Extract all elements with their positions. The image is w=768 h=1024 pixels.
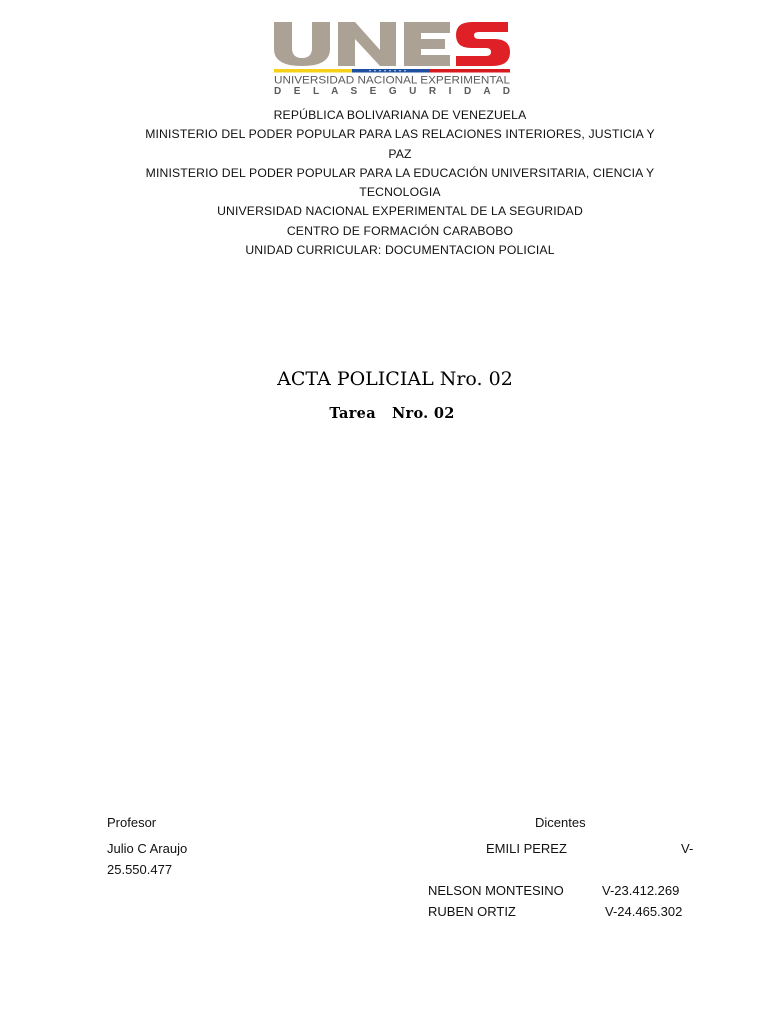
header-line: PAZ: [388, 146, 412, 161]
header-line: TECNOLOGIA: [359, 185, 441, 200]
profesor-label: Profesor: [107, 815, 157, 830]
header-line: MINISTERIO DEL PODER POPULAR PARA LAS RELACIONES INTERIORES, JUSTICIA Y: [145, 127, 655, 142]
dicente-name: EMILI PEREZ: [486, 841, 567, 856]
header-line: CENTRO DE FORMACIÓN CARABOBO: [286, 223, 514, 238]
dicente-name: RUBEN ORTIZ: [428, 904, 516, 919]
profesor-id: 25.550.477: [107, 862, 173, 877]
document-title: ACTA POLICIAL Nro. 02: [277, 368, 513, 390]
dicente-id: V-: [681, 841, 694, 856]
profesor-name: Julio C Araujo: [107, 841, 188, 856]
unes-logo: [272, 18, 512, 96]
header-line: UNIDAD CURRICULAR: DOCUMENTACION POLICIAL: [245, 243, 555, 258]
institution-header: [100, 106, 700, 260]
dicente-id: V-24.465.302: [605, 904, 683, 919]
dicentes-label: Dicentes: [535, 815, 586, 830]
dicente-id: V-23.412.269: [602, 883, 680, 898]
header-line: REPÚBLICA BOLIVARIANA DE VENEZUELA: [273, 108, 527, 122]
logo-line1: UNIVERSIDAD NACIONAL EXPERIMENTAL: [274, 74, 510, 87]
logo-line2: D E L A S E G U R I D A D: [274, 86, 511, 96]
header-line: UNIVERSIDAD NACIONAL EXPERIMENTAL DE LA SEGURIDAD: [217, 204, 583, 219]
unes-logo-graphic: [272, 18, 512, 96]
header-line: MINISTERIO DEL PODER POPULAR PARA LA EDUCACIÓN UNIVERSITARIA, CIENCIA Y: [145, 165, 655, 180]
document-subtitle: [0, 405, 768, 422]
subtitle-text: Tarea Nro. 02: [329, 405, 455, 422]
dicente-name: NELSON MONTESINO: [428, 883, 564, 898]
